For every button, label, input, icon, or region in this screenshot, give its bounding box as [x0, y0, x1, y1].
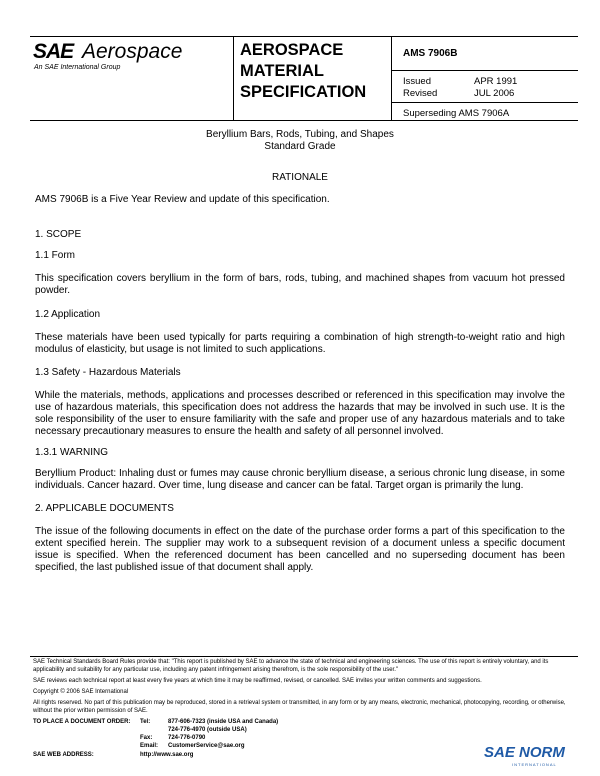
tel-label: Tel:: [140, 719, 151, 725]
order-label: TO PLACE A DOCUMENT ORDER:: [33, 719, 131, 725]
sae-norm-logo: SAE NORM: [484, 744, 565, 761]
document-title-line1: Beryllium Bars, Rods, Tubing, and Shapes: [206, 129, 394, 140]
section-1-heading: 1. SCOPE: [35, 229, 82, 240]
spec-title-line3: SPECIFICATION: [240, 83, 367, 101]
section-1-3-text: While the materials, methods, applications and processes described or referenced in this specification may involve the use of hazardous materials, this specification does not address the hazards that may be involved in such use. It is the sole responsibility of the user to ensure familiarity with the safe and proper use of any hazardous materials and to take necessary precautionary measures to ensure the health and safety of all personnel involved.: [35, 390, 565, 437]
rationale-heading: RATIONALE: [272, 172, 328, 183]
footer-review: SAE reviews each technical report at least every five years at which time it may be reaffirmed, revised, or cancelled. SAE invites your written comments and suggestions.: [33, 678, 482, 684]
footer-rights: All rights reserved. No part of this publication may be reproduced, stored in a retrieval system or transmitted, in any form or by any means, electronic, mechanical, photocopying, recording, or otherwise, without the prior written permission of SAE.: [33, 700, 566, 714]
email-link[interactable]: CustomerService@sae.org: [168, 743, 245, 749]
spec-title-line1: AEROSPACE: [240, 41, 344, 59]
section-1-3-1-heading: 1.3.1 WARNING: [35, 447, 108, 458]
document-title-line2: Standard Grade: [264, 141, 336, 152]
tel-outside: 724-776-4970 (outside USA): [168, 727, 247, 733]
spec-title-line2: MATERIAL: [240, 62, 325, 80]
section-2-heading: 2. APPLICABLE DOCUMENTS: [35, 503, 174, 514]
fax-label: Fax:: [140, 735, 153, 741]
email-label: Email:: [140, 743, 159, 749]
header-docnum-rule: [391, 70, 578, 71]
sae-norm-subtitle: INTERNATIONAL: [512, 762, 557, 767]
section-1-1-heading: 1.1 Form: [35, 250, 76, 261]
sae-logo: SAE: [33, 40, 74, 63]
header-divider-right: [391, 36, 392, 121]
section-1-3-heading: 1.3 Safety - Hazardous Materials: [35, 367, 181, 378]
web-link[interactable]: http://www.sae.org: [140, 752, 194, 758]
issued-label: Issued: [403, 76, 431, 87]
fax-number: 724-776-0790: [168, 735, 206, 741]
revised-date: JUL 2006: [474, 88, 515, 99]
header-divider-left: [233, 36, 234, 121]
footer-rule: [30, 656, 578, 657]
footer-rules: SAE Technical Standards Board Rules provide that: "This report is published by SAE to advance the state of technical and engineering sciences. The use of this report is entirely voluntary, and its applicability and suitability for any particular use, including any patent infringement arising therefrom, is the sole responsibility of the user.": [33, 659, 549, 673]
section-1-2-heading: 1.2 Application: [35, 309, 101, 320]
section-1-2-text: These materials have been used typically for parts requiring a combination of high strength-to-weight ratio and high modulus of elasticity, but usage is not limited to such applications.: [35, 332, 565, 355]
footer-copyright: Copyright © 2006 SAE International: [33, 689, 129, 695]
document-number: AMS 7906B: [403, 48, 458, 59]
revised-label: Revised: [403, 88, 438, 99]
rationale-text: AMS 7906B is a Five Year Review and update of this specification.: [35, 194, 330, 205]
web-label: SAE WEB ADDRESS:: [33, 752, 94, 758]
header-bottom-rule: [30, 120, 578, 121]
header-dates-rule: [391, 102, 578, 103]
logo-subtitle: An SAE International Group: [34, 64, 121, 71]
logo-aerospace: Aerospace: [82, 40, 183, 63]
spec-title: [240, 40, 390, 103]
section-1-3-1-text: Beryllium Product: Inhaling dust or fumes may cause chronic beryllium disease, a serious chronic lung disease, in some individuals. Cancer hazard. Over time, lung disease and cancer can be fatal. Target organ is primarily the lung.: [35, 468, 565, 491]
tel-inside: 877-606-7323 (inside USA and Canada): [168, 719, 279, 725]
section-1-1-text: This specification covers beryllium in the form of bars, rods, tubing, and machined shapes from vacuum hot pressed powder.: [35, 273, 565, 296]
section-2-text: The issue of the following documents in effect on the date of the purchase order forms a part of this specification to the extent specified herein. The supplier may work to a subsequent revision of a document unless a specific document issue is specified. When the referenced document has been cancelled and no superseding document has been specified, the last published issue of that document shall apply.: [35, 526, 565, 573]
superseding-note: Superseding AMS 7906A: [403, 108, 510, 119]
header-top-rule: [30, 36, 578, 37]
issued-date: APR 1991: [474, 76, 518, 87]
